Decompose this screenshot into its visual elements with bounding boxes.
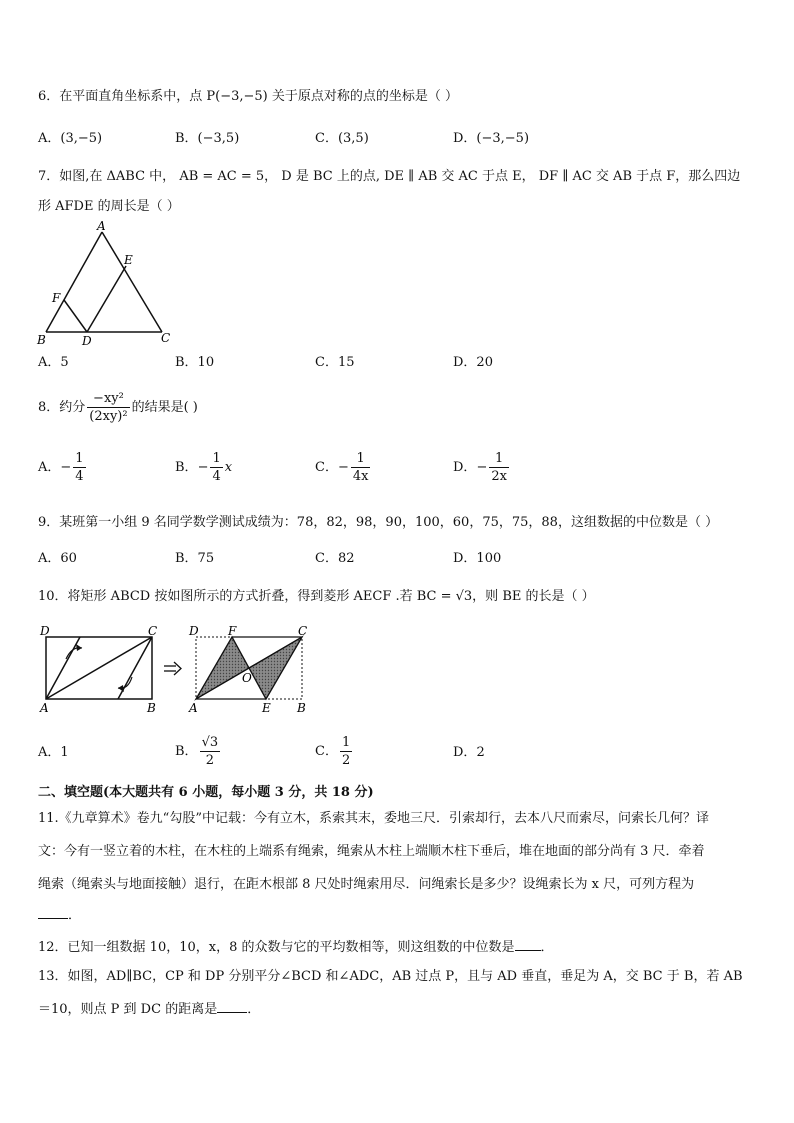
q8-option-d-fraction [489, 450, 509, 485]
q10-right-label-b: B [297, 701, 306, 715]
q7-stem-line2: 形 AFDE 的周长是（ ） [38, 199, 180, 214]
q8-option-b-label: B． [175, 460, 198, 475]
q8-prefix: 8．约分 [38, 400, 86, 415]
q8-option-c-den: 4x [352, 469, 369, 484]
q10-option-c[interactable] [315, 734, 354, 769]
q10-option-a[interactable] [38, 744, 69, 762]
q7-triangle-figure [34, 218, 174, 348]
q6-option-d[interactable]: D．(−3,−5) [453, 131, 530, 146]
q7-option-b[interactable]: B．10 [175, 355, 215, 370]
q10-stem: 10．将矩形 ABCD 按如图所示的方式折叠，得到菱形 AECF .若 BC = √3，则 BE 的长是（ ） [38, 589, 595, 604]
q10-left-label-b: B [147, 701, 156, 715]
q12-line [38, 938, 554, 957]
q10-fold-figure [36, 624, 316, 716]
q10-option-c-label: C． [315, 744, 338, 759]
q8-option-d-label: D． [453, 460, 477, 475]
q8-option-d[interactable] [453, 450, 511, 485]
q10-option-c-fraction [340, 734, 352, 769]
q6-stem: 6．在平面直角坐标系中，点 P(−3,−5) 关于原点对称的点的坐标是（ ） [38, 89, 459, 104]
q11-answer-line [38, 906, 81, 925]
q6-option-c[interactable]: C．(3,5) [315, 131, 369, 146]
q10-option-d-label: D． [453, 745, 477, 760]
q8-stem [38, 388, 198, 428]
q10-left-label-c: C [148, 624, 158, 638]
q7-stem-line1: 7．如图,在 ΔABC 中， AB = AC = 5， D 是 BC 上的点, DE ∥ AB 交 AC 于点 E， DF ∥ AC 交 AB 于点 F，那么四边 [38, 169, 741, 184]
q11-end: ． [68, 908, 82, 923]
q10-left-label-d: D [40, 624, 50, 638]
q13-stem-line2: ＝10，则点 P 到 DC 的距离是 [38, 1002, 218, 1017]
q7-label-d: D [82, 334, 92, 348]
q8-option-b-num: 1 [212, 451, 221, 466]
q10-right-label-f: F [228, 624, 237, 638]
q11-line3: 绳索（绳索头与地面接触）退行，在距木根部 8 尺处时绳索用尽．问绳索长是多少？设绳索长为 x 尺，可列方程为 [38, 877, 695, 892]
q9-option-a[interactable]: A．60 [38, 551, 77, 566]
q11-line2: 文：今有一竖立着的木柱，在木柱的上端系有绳索，绳索从木柱上端顺木柱下垂后，堆在地面的部分尚有 3 尺．牵着 [38, 844, 705, 859]
q13-end: ． [247, 1002, 261, 1017]
q8-option-a-sign: − [60, 460, 72, 475]
q7-label-c: C [161, 331, 171, 345]
q8-suffix: 的结果是( ) [131, 400, 198, 415]
q8-option-c-label: C． [315, 460, 338, 475]
q8-option-c[interactable] [315, 450, 372, 485]
q10-right-label-a: A [189, 701, 198, 715]
q10-option-a-label: A． [38, 745, 61, 760]
q10-right-label-o: O [242, 671, 252, 685]
q7-label-b: B [37, 333, 46, 347]
q10-option-b-fraction [200, 734, 221, 769]
q10-right-label-d: D [189, 624, 199, 638]
q12-end: ． [540, 940, 554, 955]
q10-option-b-num: √3 [201, 735, 219, 750]
q9-option-d[interactable]: D．100 [453, 551, 502, 566]
q8-option-a-fraction [73, 450, 85, 485]
q8-option-b[interactable] [175, 450, 232, 485]
q13-answer-blank[interactable] [217, 1000, 247, 1013]
q10-option-b-den: 2 [205, 753, 214, 768]
q10-option-c-num: 1 [341, 735, 351, 750]
q8-option-a-label: A． [38, 460, 61, 475]
q12-stem: 12．已知一组数据 10，10，x，8 的众数与它的平均数相等，则这组数的中位数是 [38, 940, 515, 955]
q10-right-label-e: E [262, 701, 271, 715]
q8-option-b-sign: − [197, 460, 209, 475]
q9-stem: 9．某班第一小组 9 名同学数学测试成绩为：78，82，98，90，100，60，75，75，88，这组数据的中位数是（ ） [38, 515, 719, 530]
q10-right-label-c: C [298, 624, 308, 638]
q13-line1: 13．如图，AD∥BC，CP 和 DP 分别平分∠BCD 和∠ADC，AB 过点 P，且与 AD 垂直，垂足为 A，交 BC 于 B，若 AB [38, 969, 743, 984]
q9-option-b[interactable]: B．75 [175, 551, 215, 566]
q10-option-b-label: B． [175, 744, 198, 759]
q10-option-a-value: 1 [60, 745, 69, 760]
section2-title: 二、填空题(本大题共有 6 小题，每小题 3 分，共 18 分) [38, 785, 374, 800]
q10-option-c-den: 2 [341, 753, 351, 768]
q8-option-a[interactable] [38, 450, 88, 485]
q8-option-c-fraction [351, 450, 371, 485]
q8-option-c-num: 1 [351, 450, 371, 468]
q7-option-a[interactable]: A．5 [38, 355, 69, 370]
q10-option-d[interactable] [453, 744, 485, 762]
q8-fraction [87, 390, 129, 425]
q7-option-c[interactable]: C．15 [315, 355, 355, 370]
q6-option-b[interactable]: B．(−3,5) [175, 131, 240, 146]
q7-label-a: A [97, 219, 106, 233]
q8-option-b-fraction [210, 450, 222, 485]
q10-option-b[interactable] [175, 734, 222, 769]
q8-frac-numerator: −xy² [87, 390, 129, 408]
q8-option-a-num: 1 [75, 451, 84, 466]
q7-option-d[interactable]: D．20 [453, 355, 493, 370]
q7-label-e: E [124, 253, 133, 267]
q6-option-a[interactable]: A．(3,−5) [38, 131, 103, 146]
q8-option-b-tail: x [224, 460, 233, 475]
q11-line1: 11.《九章算术》卷九“勾股”中记载：今有立木，系索其末，委地三尺．引索却行，去本八尺而索尽，问索长几何？译 [38, 811, 709, 826]
q8-option-c-sign: − [337, 460, 349, 475]
q7-label-f: F [52, 291, 61, 305]
q13-line2 [38, 1000, 260, 1019]
q8-option-b-den: 4 [212, 469, 221, 484]
q8-option-d-num: 1 [489, 450, 509, 468]
q8-option-a-den: 4 [75, 469, 84, 484]
q10-left-label-a: A [40, 701, 49, 715]
q9-option-c[interactable]: C．82 [315, 551, 355, 566]
q8-option-d-den: 2x [491, 469, 507, 484]
q11-answer-blank[interactable] [38, 906, 68, 919]
q10-option-d-value: 2 [476, 745, 485, 760]
q8-option-d-sign: − [476, 460, 488, 475]
q12-answer-blank[interactable] [515, 938, 541, 951]
q8-frac-denominator: (2xy)² [89, 409, 128, 424]
